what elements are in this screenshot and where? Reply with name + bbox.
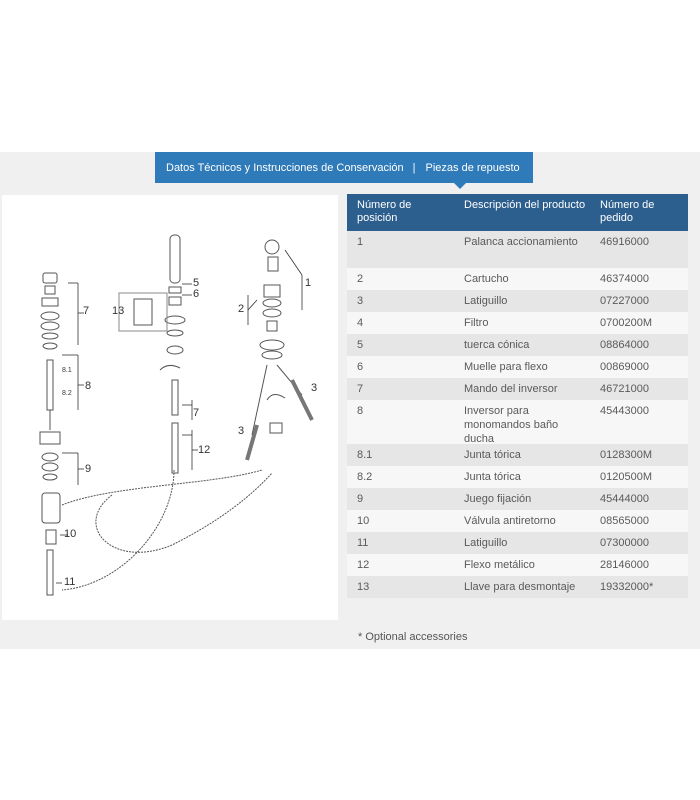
diagram-label-9: 9 [85, 463, 92, 475]
diagram-label-3a: 3 [311, 382, 318, 394]
cell-description: Cartucho [464, 273, 509, 285]
exploded-diagram-drawing [2, 195, 338, 620]
diagram-label-10: 10 [64, 528, 77, 540]
diagram-label-11: 11 [64, 576, 76, 588]
cell-position: 9 [357, 493, 364, 505]
cell-position: 13 [357, 581, 370, 593]
tab-bar [155, 152, 533, 183]
cell-description: Palanca accionamiento [464, 236, 578, 248]
cell-order-number: 19332000* [600, 581, 654, 593]
table-row [347, 554, 688, 576]
cell-position: 7 [357, 383, 364, 395]
spare-parts-table [347, 194, 688, 598]
diagram-label-12: 12 [198, 444, 211, 456]
exploded-diagram [2, 195, 338, 620]
cell-order-number: 0700200M [600, 317, 652, 329]
diagram-label-1: 1 [305, 277, 312, 289]
footnote: * Optional accessories [358, 631, 468, 643]
cell-description: Junta tórica [464, 471, 521, 483]
cell-position: 6 [357, 361, 364, 373]
header-order-number: Número de pedido [600, 199, 655, 224]
table-row [347, 378, 688, 400]
diagram-label-7: 7 [83, 305, 90, 317]
cell-order-number: 45444000 [600, 493, 649, 505]
cell-description: Filtro [464, 317, 489, 329]
cell-order-number: 07227000 [600, 295, 649, 307]
cell-position: 11 [357, 537, 369, 549]
cell-description: Muelle para flexo [464, 361, 548, 373]
table-row [347, 444, 688, 466]
cell-description: Junta tórica [464, 449, 521, 461]
table-row [347, 400, 688, 444]
cell-position: 10 [357, 515, 370, 527]
cell-order-number: 46916000 [600, 236, 649, 248]
diagram-label-8: 8 [85, 380, 92, 392]
cell-description: Latiguillo [464, 295, 508, 307]
cell-position: 4 [357, 317, 364, 329]
diagram-label-2: 2 [238, 303, 245, 315]
header-description: Descripción del producto [464, 199, 586, 211]
table-row [347, 488, 688, 510]
cell-order-number: 0120500M [600, 471, 652, 483]
cell-description: Válvula antiretorno [464, 515, 556, 527]
tab-spare-parts[interactable]: Piezas de repuesto [425, 161, 520, 174]
cell-position: 8.1 [357, 449, 373, 461]
cell-order-number: 46374000 [600, 273, 649, 285]
cell-position: 5 [357, 339, 364, 351]
cell-position: 3 [357, 295, 364, 307]
cell-order-number: 07300000 [600, 537, 649, 549]
table-row [347, 532, 688, 554]
cell-position: 2 [357, 273, 364, 285]
table-row [347, 312, 688, 334]
diagram-label-13: 13 [112, 305, 125, 317]
cell-description: Mando del inversor [464, 383, 558, 395]
table-row [347, 231, 688, 268]
active-tab-pointer [454, 183, 466, 189]
table-row [347, 466, 688, 488]
table-header [347, 194, 688, 231]
cell-order-number: 28146000 [600, 559, 649, 571]
cell-position: 8 [357, 405, 364, 417]
table-row [347, 576, 688, 598]
cell-description: tuerca cónica [464, 339, 530, 351]
cell-position: 8.2 [357, 471, 373, 483]
cell-order-number: 00869000 [600, 361, 649, 373]
cell-order-number: 46721000 [600, 383, 649, 395]
cell-position: 12 [357, 559, 370, 571]
table-row [347, 334, 688, 356]
cell-order-number: 0128300M [600, 449, 652, 461]
cell-order-number: 45443000 [600, 405, 649, 417]
diagram-label-8-2: 8.2 [62, 390, 72, 397]
diagram-label-6: 7 [193, 407, 200, 419]
cell-position: 1 [357, 236, 364, 248]
header-position: Número de posición [357, 199, 412, 224]
tab-separator: | [412, 161, 416, 174]
cell-description: Flexo metálico [464, 559, 535, 571]
diagram-label-4: 5 [193, 277, 200, 289]
cell-order-number: 08565000 [600, 515, 649, 527]
table-row [347, 356, 688, 378]
tab-technical-data[interactable]: Datos Técnicos y Instrucciones de Conservación [166, 161, 404, 174]
table-row [347, 510, 688, 532]
table-row [347, 268, 688, 290]
cell-description: Latiguillo [464, 537, 508, 549]
diagram-label-5: 6 [193, 288, 200, 300]
cell-description: Llave para desmontaje [464, 581, 576, 593]
diagram-label-8-1: 8.1 [62, 367, 72, 374]
cell-description: Inversor para monomandos baño ducha [464, 405, 559, 445]
table-row [347, 290, 688, 312]
cell-order-number: 08864000 [600, 339, 649, 351]
diagram-label-3b: 3 [238, 425, 245, 437]
cell-description: Juego fijación [464, 493, 532, 505]
table-body [347, 231, 688, 598]
